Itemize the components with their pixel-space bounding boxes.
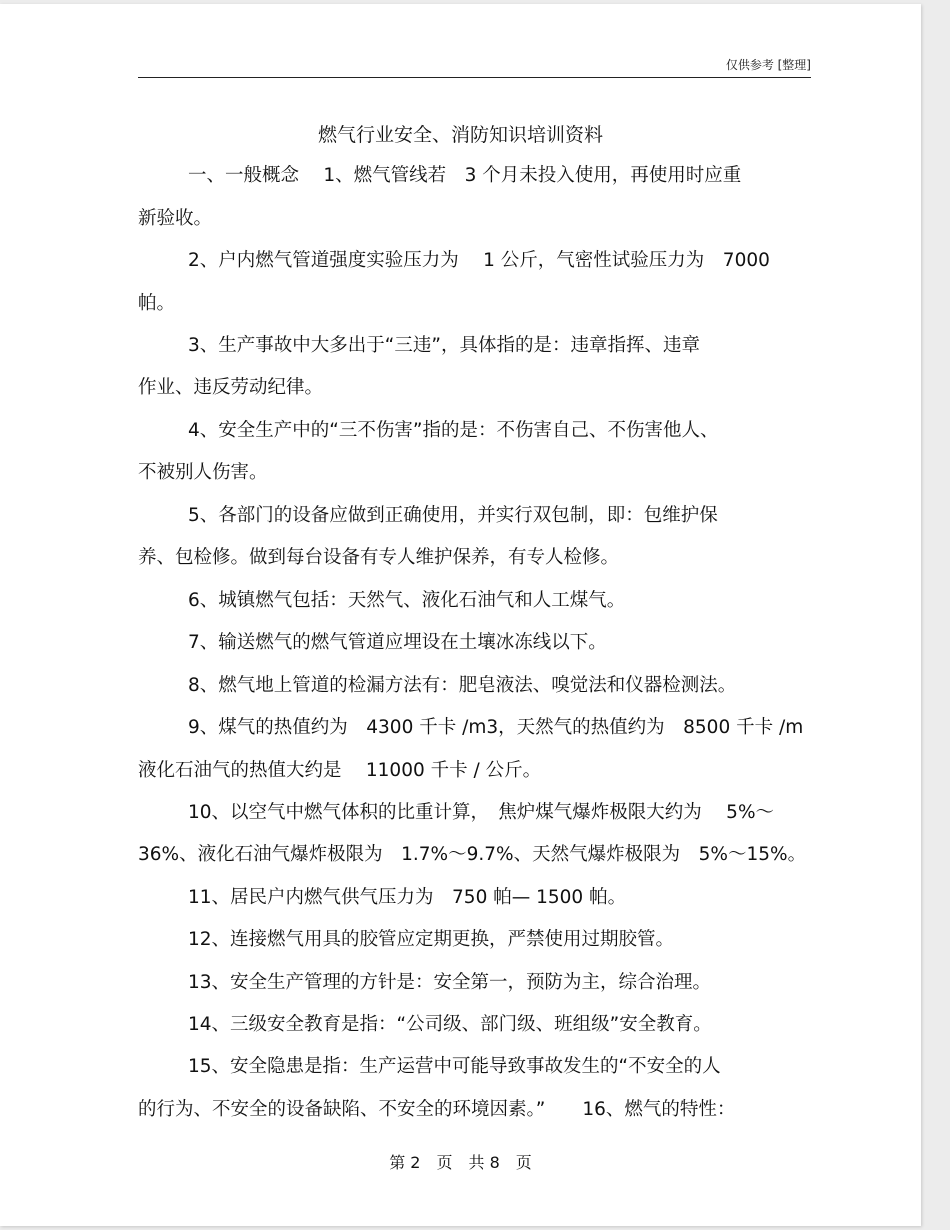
body-line: 帕。 — [138, 293, 176, 314]
body-line: 3、生产事故中大多出于“三违”，具体指的是：违章指挥、违章 — [188, 335, 700, 356]
body-line: 作业、违反劳动纪律。 — [138, 377, 324, 398]
header-divider — [138, 77, 811, 78]
body-line: 的行为、不安全的设备缺陷、不安全的环境因素。” 16、燃气的特性： — [138, 1099, 736, 1120]
header-note: 仅供参考 [整理] — [725, 58, 811, 72]
body-line: 一、一般概念 1、燃气管线若 3 个月未投入使用，再使用时应重 — [188, 165, 742, 186]
body-line: 养、包检修。做到每台设备有专人维护保养，有专人检修。 — [138, 547, 620, 568]
body-line: 6、城镇燃气包括：天然气、液化石油气和人工煤气。 — [188, 590, 626, 611]
body-line: 4、安全生产中的“三不伤害”指的是：不伤害自己、不伤害他人、 — [188, 420, 719, 441]
document-page — [0, 4, 921, 1226]
page-number: 第 2 页 共 8 页 — [389, 1153, 532, 1172]
body-line: 12、连接燃气用具的胶管应定期更换，严禁使用过期胶管。 — [188, 929, 675, 950]
body-line: 11、居民户内燃气供气压力为 750 帕— 1500 帕。 — [188, 887, 627, 908]
body-line: 不被别人伤害。 — [138, 462, 268, 483]
body-line: 7、输送燃气的燃气管道应埋设在土壤冰冻线以下。 — [188, 632, 607, 653]
document-title: 燃气行业安全、消防知识培训资料 — [317, 124, 603, 146]
body-line: 15、安全隐患是指：生产运营中可能导致事故发生的“不安全的人 — [188, 1056, 721, 1077]
body-line: 5、各部门的设备应做到正确使用，并实行双包制，即：包维护保 — [188, 505, 718, 526]
body-line: 新验收。 — [138, 208, 213, 229]
body-line: 10、以空气中燃气体积的比重计算， 焦炉煤气爆炸极限大约为 5%～ — [188, 802, 775, 823]
body-line: 2、户内燃气管道强度实验压力为 1 公斤，气密性试验压力为 7000 — [188, 250, 770, 271]
body-line: 14、三级安全教育是指：“公司级、部门级、班组级”安全教育。 — [188, 1014, 712, 1035]
body-line: 13、安全生产管理的方针是：安全第一，预防为主，综合治理。 — [188, 972, 712, 993]
body-line: 9、煤气的热值约为 4300 千卡 /m3，天然气的热值约为 8500 千卡 /m — [188, 717, 804, 738]
body-line: 8、燃气地上管道的检漏方法有：肥皂液法、嗅觉法和仪器检测法。 — [188, 675, 737, 696]
body-line: 液化石油气的热值大约是 11000 千卡 / 公斤。 — [138, 760, 542, 781]
body-line: 36%、液化石油气爆炸极限为 1.7%～9.7%、天然气爆炸极限为 5%～15%。 — [138, 844, 807, 865]
